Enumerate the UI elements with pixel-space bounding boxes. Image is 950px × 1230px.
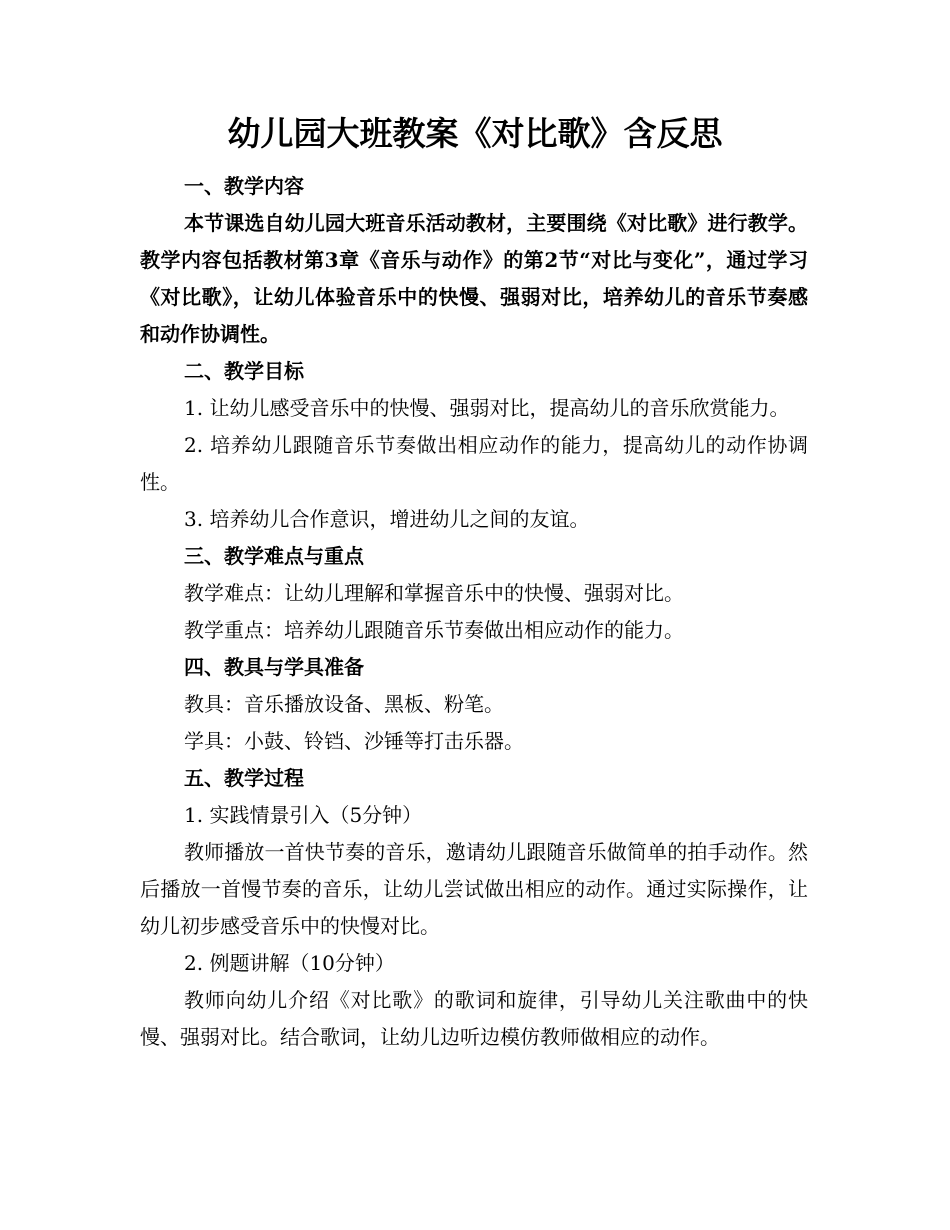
objective-item-1: 1. 让幼儿感受音乐中的快慢、强弱对比，提高幼儿的音乐欣赏能力。 (184, 396, 790, 420)
process-step-1-body: 教师播放一首快节奏的音乐，邀请幼儿跟随音乐做简单的拍手动作。然后播放一首慢节奏的音乐，让幼儿尝试做出相应的动作。通过实际操作，让幼儿初步感受音乐中的快慢对比。 (140, 840, 808, 938)
focus-paragraph: 教学重点：培养幼儿跟随音乐节奏做出相应动作的能力。 (184, 618, 684, 642)
section-heading-key-points: 三、教学难点与重点 (184, 544, 364, 568)
section-heading-content: 一、教学内容 (184, 174, 304, 198)
process-step-1-title: 1. 实践情景引入（5分钟） (184, 803, 423, 827)
section-heading-materials: 四、教具与学具准备 (184, 655, 364, 679)
process-step-2-title: 2. 例题讲解（10分钟） (184, 951, 395, 975)
section-heading-process: 五、教学过程 (184, 766, 304, 790)
content-paragraph: 本节课选自幼儿园大班音乐活动教材，主要围绕《对比歌》进行教学。教学内容包括教材第3章《音乐与动作》的第2节“对比与变化”，通过学习《对比歌》，让幼儿体验音乐中的快慢、强弱对比，培养幼儿的音乐节奏感和动作协调性。 (140, 211, 808, 346)
objective-item-3: 3. 培养幼儿合作意识，增进幼儿之间的友谊。 (184, 507, 590, 531)
learning-aids-paragraph: 学具：小鼓、铃铛、沙锤等打击乐器。 (184, 729, 524, 753)
teaching-aids-paragraph: 教具：音乐播放设备、黑板、粉笔。 (184, 692, 504, 716)
document-body (140, 168, 808, 1056)
section-heading-objectives: 二、教学目标 (184, 359, 304, 383)
difficulty-paragraph: 教学难点：让幼儿理解和掌握音乐中的快慢、强弱对比。 (184, 581, 684, 605)
document-title: 幼儿园大班教案《对比歌》含反思 (227, 114, 723, 153)
objective-item-2: 2. 培养幼儿跟随音乐节奏做出相应动作的能力，提高幼儿的动作协调性。 (140, 433, 808, 494)
process-step-2-body: 教师向幼儿介绍《对比歌》的歌词和旋律，引导幼儿关注歌曲中的快慢、强弱对比。结合歌词，让幼儿边听边模仿教师做相应的动作。 (140, 988, 808, 1049)
